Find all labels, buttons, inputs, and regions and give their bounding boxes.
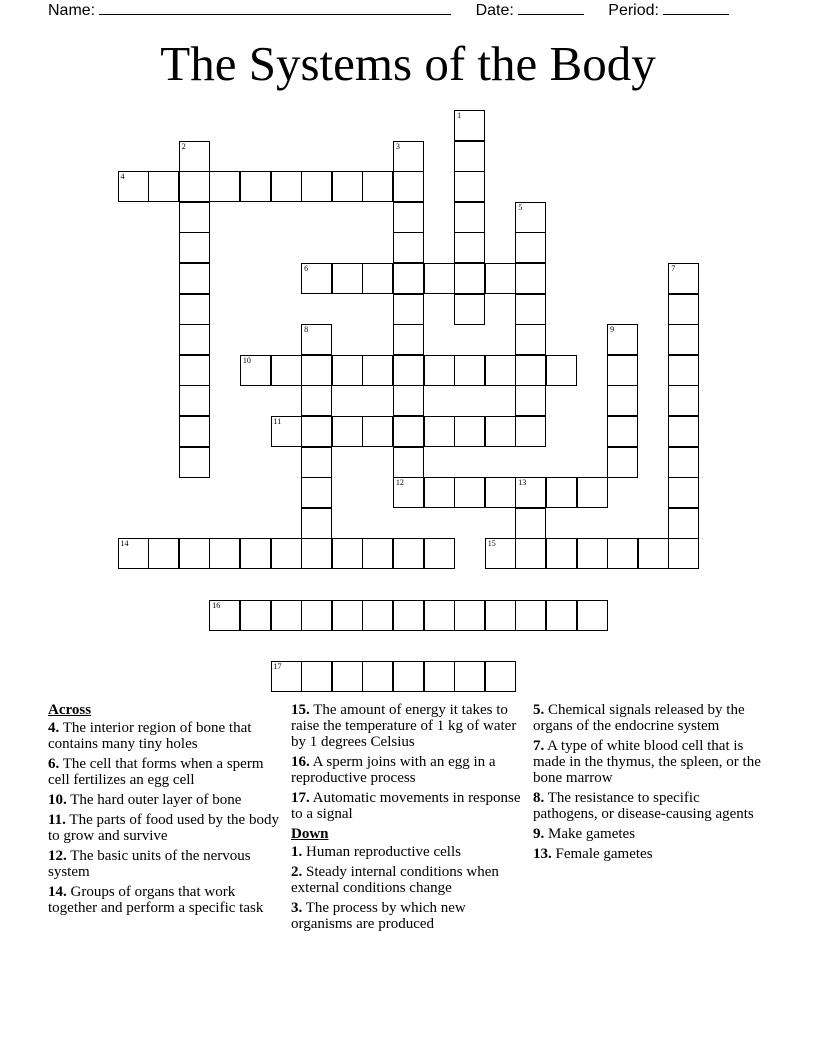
grid-cell[interactable]	[301, 600, 332, 631]
clue-number: 14.	[48, 884, 67, 900]
clue-across-17	[291, 790, 523, 822]
grid-cell[interactable]	[546, 600, 577, 631]
clue-across-6	[48, 756, 280, 788]
grid-cell[interactable]	[668, 508, 699, 539]
grid-cell[interactable]	[362, 661, 393, 692]
grid-cell[interactable]	[668, 324, 699, 355]
grid-cell[interactable]	[393, 416, 424, 447]
grid-cell[interactable]	[515, 508, 546, 539]
grid-cell[interactable]	[393, 538, 424, 569]
clue-text: The resistance to specific pathogens, or disease-causing agents	[533, 790, 754, 822]
grid-cell[interactable]	[393, 171, 424, 202]
cell-number: 2	[181, 141, 186, 151]
clue-across-4	[48, 720, 280, 752]
grid-cell[interactable]	[424, 600, 455, 631]
grid-cell[interactable]	[668, 355, 699, 386]
grid-cell[interactable]	[607, 385, 638, 416]
clue-text: Steady internal conditions when external conditions change	[291, 864, 499, 896]
grid-cell[interactable]	[271, 661, 302, 692]
grid-cell[interactable]	[393, 661, 424, 692]
grid-cell[interactable]	[301, 538, 332, 569]
clue-down-2	[291, 864, 523, 896]
grid-cell[interactable]	[271, 538, 302, 569]
grid-cell[interactable]	[454, 355, 485, 386]
clue-column-3	[533, 702, 765, 866]
grid-cell[interactable]	[454, 202, 485, 233]
cell-number: 6	[304, 264, 309, 273]
grid-cell[interactable]	[271, 171, 302, 202]
clue-text: Human reproductive cells	[302, 844, 461, 860]
grid-cell[interactable]	[668, 477, 699, 508]
cell-number: 7	[671, 264, 676, 273]
clue-number: 2.	[291, 864, 303, 880]
down-heading: Down	[291, 826, 329, 842]
grid-cell[interactable]	[638, 538, 669, 569]
grid-cell[interactable]	[546, 477, 577, 508]
clue-down-9	[533, 826, 765, 842]
clue-number: 11.	[48, 812, 66, 828]
clue-text: Make gametes	[544, 826, 636, 842]
grid-cell[interactable]	[424, 538, 455, 569]
grid-cell[interactable]	[454, 477, 485, 508]
grid-cell[interactable]	[607, 538, 638, 569]
grid-cell[interactable]	[668, 538, 699, 569]
clue-number: 6.	[48, 756, 60, 772]
grid-cell[interactable]	[485, 477, 516, 508]
grid-cell[interactable]	[179, 416, 210, 447]
grid-cell[interactable]	[332, 263, 363, 294]
cell-number: 13	[518, 478, 527, 488]
grid-cell[interactable]	[301, 385, 332, 416]
grid-cell[interactable]	[209, 171, 240, 202]
clue-down-8	[533, 790, 765, 822]
clue-number: 8.	[533, 790, 545, 806]
clue-number: 16.	[291, 754, 310, 770]
grid-cell[interactable]	[362, 171, 393, 202]
grid-cell[interactable]	[179, 141, 210, 172]
grid-cell[interactable]	[607, 355, 638, 386]
grid-cell[interactable]	[515, 538, 546, 569]
grid-cell[interactable]	[393, 355, 424, 386]
period-label: Period:	[608, 2, 659, 19]
grid-cell[interactable]	[179, 263, 210, 294]
cell-number: 8	[304, 325, 309, 335]
grid-cell[interactable]	[668, 416, 699, 447]
cell-number: 3	[395, 141, 400, 151]
clue-text: Groups of organs that work together and perform a specific task	[48, 884, 264, 916]
cell-number: 17	[273, 661, 282, 671]
clue-text: The cell that forms when a sperm cell fertilizes an egg cell	[48, 756, 264, 788]
grid-cell[interactable]	[454, 263, 485, 294]
clue-text: The hard outer layer of bone	[66, 792, 242, 808]
grid-cell[interactable]	[393, 385, 424, 416]
grid-cell[interactable]	[332, 416, 363, 447]
grid-cell[interactable]	[454, 232, 485, 263]
grid-cell[interactable]	[332, 600, 363, 631]
grid-cell[interactable]	[577, 477, 608, 508]
clue-across-12	[48, 848, 280, 880]
grid-cell[interactable]	[393, 477, 424, 508]
grid-cell[interactable]	[301, 447, 332, 478]
grid-cell[interactable]	[607, 324, 638, 355]
page-title: The Systems of the Body	[160, 36, 656, 91]
clue-across-14	[48, 884, 280, 916]
grid-cell[interactable]	[301, 263, 332, 294]
grid-cell[interactable]	[179, 355, 210, 386]
clue-number: 17.	[291, 790, 310, 806]
clue-down-1	[291, 844, 523, 860]
grid-cell[interactable]	[668, 263, 699, 294]
grid-cell[interactable]	[179, 538, 210, 569]
grid-cell[interactable]	[454, 661, 485, 692]
grid-cell[interactable]	[362, 263, 393, 294]
clue-across-16	[291, 754, 523, 786]
grid-cell[interactable]	[179, 202, 210, 233]
cell-number: 11	[273, 417, 282, 426]
grid-cell[interactable]	[485, 416, 516, 447]
grid-cell[interactable]	[454, 600, 485, 631]
clue-text: Chemical signals released by the organs of the endocrine system	[533, 702, 745, 734]
grid-cell[interactable]	[271, 355, 302, 386]
grid-cell[interactable]	[515, 263, 546, 294]
grid-cell[interactable]	[393, 600, 424, 631]
grid-cell[interactable]	[393, 141, 424, 172]
grid-cell[interactable]	[271, 416, 302, 447]
clue-down-7	[533, 738, 765, 786]
grid-cell[interactable]	[179, 294, 210, 325]
clue-number: 1.	[291, 844, 303, 860]
grid-cell[interactable]	[424, 355, 455, 386]
grid-cell[interactable]	[301, 661, 332, 692]
across-heading: Across	[48, 702, 92, 718]
cell-number: 5	[518, 202, 523, 212]
grid-cell[interactable]	[209, 600, 240, 631]
grid-cell[interactable]	[515, 600, 546, 631]
grid-cell[interactable]	[515, 202, 546, 233]
grid-cell[interactable]	[424, 263, 455, 294]
clue-text: A sperm joins with an egg in a reproductive process	[291, 754, 496, 786]
clue-text: The parts of food used by the body to grow and survive	[48, 812, 279, 844]
grid-cell[interactable]	[179, 171, 210, 202]
grid-cell[interactable]	[607, 447, 638, 478]
clue-down-5	[533, 702, 765, 734]
clue-down-3	[291, 900, 523, 932]
grid-cell[interactable]	[454, 416, 485, 447]
grid-cell[interactable]	[118, 171, 149, 202]
grid-cell[interactable]	[240, 600, 271, 631]
grid-cell[interactable]	[393, 447, 424, 478]
grid-cell[interactable]	[607, 416, 638, 447]
cell-number: 16	[212, 600, 221, 610]
clue-across-11	[48, 812, 280, 844]
cell-number: 14	[120, 539, 129, 549]
grid-cell[interactable]	[454, 141, 485, 172]
grid-cell[interactable]	[179, 232, 210, 263]
clue-across-15	[291, 702, 523, 750]
grid-cell[interactable]	[393, 232, 424, 263]
clue-text: Automatic movements in response to a signal	[291, 790, 521, 822]
grid-cell[interactable]	[362, 416, 393, 447]
cell-number: 15	[487, 539, 496, 549]
cell-number: 10	[242, 355, 251, 365]
grid-cell[interactable]	[546, 538, 577, 569]
cell-number: 1	[457, 111, 462, 120]
grid-cell[interactable]	[179, 324, 210, 355]
grid-cell[interactable]	[240, 171, 271, 202]
grid-cell[interactable]	[362, 355, 393, 386]
clue-text: Female gametes	[551, 846, 653, 862]
grid-cell[interactable]	[301, 477, 332, 508]
grid-cell[interactable]	[301, 324, 332, 355]
clue-number: 15.	[291, 702, 310, 718]
clue-number: 5.	[533, 702, 545, 718]
grid-cell[interactable]	[362, 600, 393, 631]
cell-number: 12	[395, 478, 404, 488]
grid-cell[interactable]	[301, 171, 332, 202]
grid-cell[interactable]	[668, 385, 699, 416]
grid-cell[interactable]	[393, 294, 424, 325]
grid-cell[interactable]	[332, 661, 363, 692]
grid-cell[interactable]	[668, 447, 699, 478]
grid-cell[interactable]	[271, 600, 302, 631]
grid-cell[interactable]	[393, 324, 424, 355]
clue-down-13	[533, 846, 765, 862]
clue-text: The process by which new organisms are produced	[291, 900, 466, 932]
clue-column-1	[48, 702, 280, 920]
grid-cell[interactable]	[148, 538, 179, 569]
date-label: Date:	[475, 2, 514, 19]
clue-text: The amount of energy it takes to raise the temperature of 1 kg of water by 1 degrees Celsius	[291, 702, 517, 750]
grid-cell[interactable]	[179, 385, 210, 416]
clue-number: 13.	[533, 846, 552, 862]
clue-number: 4.	[48, 720, 60, 736]
cell-number: 4	[120, 172, 125, 182]
grid-cell[interactable]	[393, 263, 424, 294]
grid-cell[interactable]	[301, 416, 332, 447]
grid-cell[interactable]	[424, 477, 455, 508]
name-label: Name:	[48, 2, 96, 19]
grid-cell[interactable]	[424, 661, 455, 692]
cell-number: 9	[610, 325, 615, 335]
grid-cell[interactable]	[515, 232, 546, 263]
grid-cell[interactable]	[668, 294, 699, 325]
grid-cell[interactable]	[485, 600, 516, 631]
grid-cell[interactable]	[454, 171, 485, 202]
clue-text: A type of white blood cell that is made in the thymus, the spleen, or the bone marrow	[533, 738, 761, 786]
grid-cell[interactable]	[332, 171, 363, 202]
grid-cell[interactable]	[546, 355, 577, 386]
grid-cell[interactable]	[515, 385, 546, 416]
grid-cell[interactable]	[485, 661, 516, 692]
clue-number: 10.	[48, 792, 67, 808]
clue-text: The basic units of the nervous system	[48, 848, 251, 880]
clue-number: 12.	[48, 848, 67, 864]
clue-column-2	[291, 702, 523, 936]
grid-cell[interactable]	[515, 294, 546, 325]
clue-across-10	[48, 792, 280, 808]
grid-cell[interactable]	[332, 355, 363, 386]
grid-cell[interactable]	[301, 508, 332, 539]
grid-cell[interactable]	[148, 171, 179, 202]
grid-cell[interactable]	[515, 477, 546, 508]
grid-cell[interactable]	[485, 263, 516, 294]
grid-cell[interactable]	[515, 355, 546, 386]
clue-number: 9.	[533, 826, 545, 842]
grid-cell[interactable]	[515, 416, 546, 447]
grid-cell[interactable]	[118, 538, 149, 569]
clue-number: 3.	[291, 900, 303, 916]
grid-cell[interactable]	[454, 294, 485, 325]
grid-cell[interactable]	[424, 416, 455, 447]
grid-cell[interactable]	[485, 538, 516, 569]
grid-cell[interactable]	[240, 538, 271, 569]
grid-cell[interactable]	[515, 324, 546, 355]
grid-cell[interactable]	[209, 538, 240, 569]
grid-cell[interactable]	[393, 202, 424, 233]
grid-cell[interactable]	[362, 538, 393, 569]
grid-cell[interactable]	[332, 538, 363, 569]
grid-cell[interactable]	[454, 110, 485, 141]
grid-cell[interactable]	[577, 538, 608, 569]
grid-cell[interactable]	[485, 355, 516, 386]
clue-number: 7.	[533, 738, 545, 754]
grid-cell[interactable]	[301, 355, 332, 386]
clue-text: The interior region of bone that contains many tiny holes	[48, 720, 252, 752]
grid-cell[interactable]	[240, 355, 271, 386]
grid-cell[interactable]	[179, 447, 210, 478]
grid-cell[interactable]	[577, 600, 608, 631]
